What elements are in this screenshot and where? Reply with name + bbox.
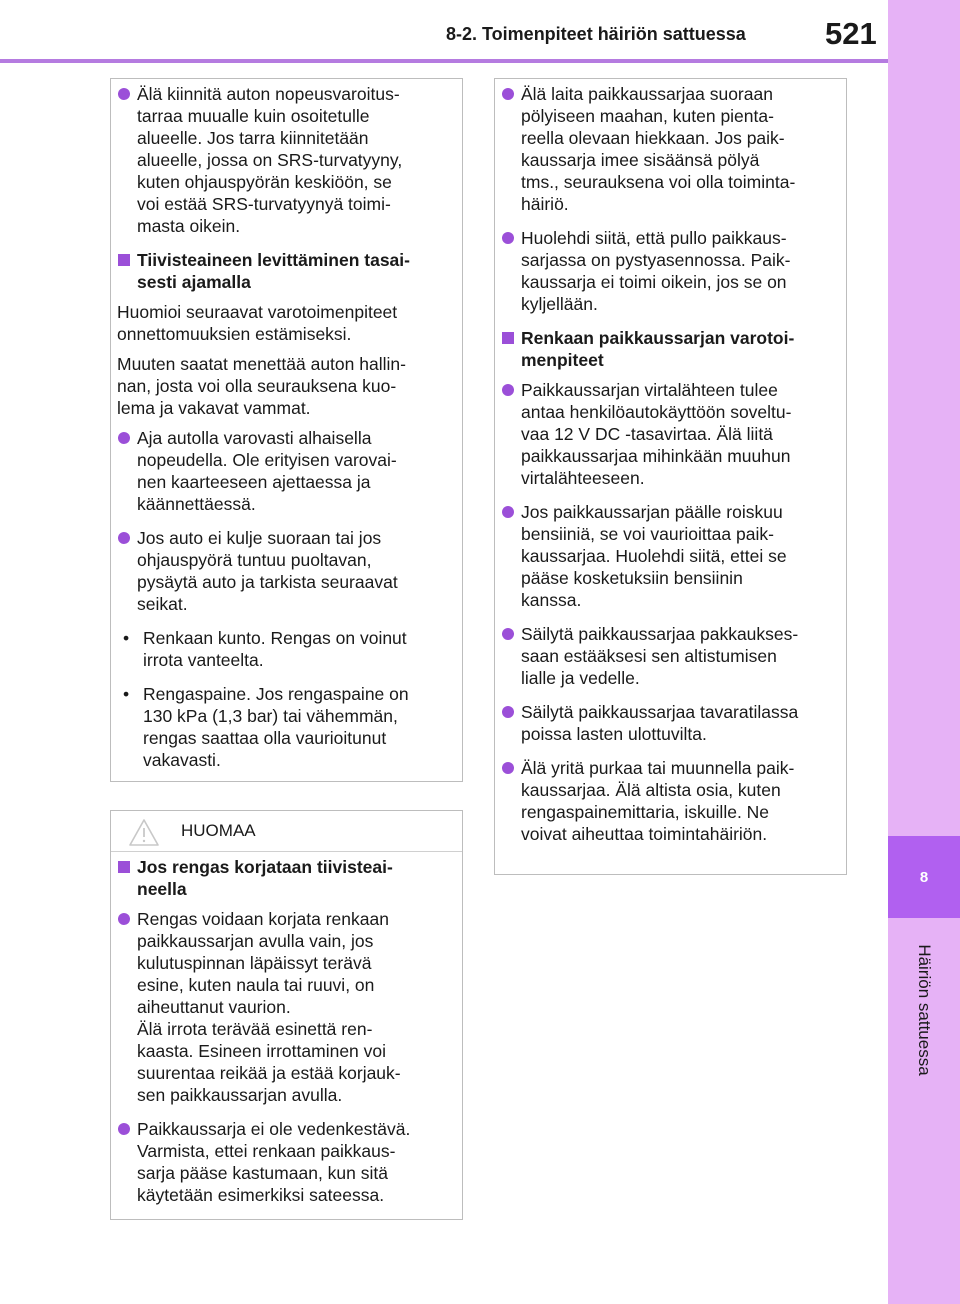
subheading (117, 249, 452, 293)
subheading-text: Renkaan paikkaussarjan varotoi- menpiteet (521, 328, 795, 370)
bullet-item (117, 527, 452, 615)
side-strip (888, 0, 960, 1304)
bullet-item (117, 1118, 452, 1206)
header-rule (0, 59, 888, 63)
bullet-icon (502, 88, 514, 100)
bullet-text: Paikkaussarja ei ole vedenkestävä. Varmista, ettei renkaan paikkaus- sarja pääse kastumaan, kun sitä käytetään esimerkiksi sateessa. (137, 1119, 411, 1205)
page-number: 521 (825, 16, 877, 51)
warning-box-right (494, 78, 847, 875)
bullet-icon (118, 913, 130, 925)
notice-label: HUOMAA (181, 821, 256, 840)
bullet-text: Jos auto ei kulje suoraan tai jos ohjauspyörä tuntuu puoltavan, pysäytä auto ja tarkista seuraavat seikat. (137, 528, 398, 614)
bullet-icon (118, 432, 130, 444)
bullet-text: Älä laita paikkaussarjaa suoraan pölyiseen maahan, kuten pienta- reella olevaan hiekkaan. Jos paik- kaussarja imee sisäänsä pölyä tms., seurauksena voi olla toiminta- häiriö. (521, 84, 796, 214)
section-title: 8-2. Toimenpiteet häiriön sattuessa (446, 24, 746, 44)
bullet-text: Säilytä paikkaussarjaa tavaratilassa poissa lasten ulottuvilta. (521, 702, 799, 744)
chapter-title: Häiriön sattuessa (915, 944, 934, 1076)
bullet-item (117, 427, 452, 515)
bullet-item (501, 701, 836, 745)
notice-header (111, 811, 462, 852)
subheading (501, 327, 836, 371)
bullet-text: Aja autolla varovasti alhaisella nopeudella. Ole erityisen varovai- nen kaarteeseen ajettaessa ja käännettäessä. (137, 428, 397, 514)
subheading-text: Tiivisteaineen levittäminen tasai- sesti ajamalla (137, 250, 410, 292)
bullet-item (501, 623, 836, 689)
chapter-tab (888, 836, 960, 918)
bullet-item (117, 83, 452, 237)
bullet-item (501, 501, 836, 611)
bullet-icon (502, 506, 514, 518)
subheading-text: Jos rengas korjataan tiivisteai- neella (137, 857, 393, 899)
subheading (117, 856, 452, 900)
bullet-text: Rengas voidaan korjata renkaan paikkaussarjan avulla vain, jos kulutuspinnan läpäissyt terävä esine, kuten naula tai ruuvi, on aiheuttanut vaurion. Älä irrota terävää esinettä ren- kaasta. Esineen irrottaminen voi suurentaa reikää ja estää korjauk- sen paikkaussarjan avulla. (137, 909, 401, 1105)
bullet-icon (502, 384, 514, 396)
chapter-number: 8 (919, 868, 929, 886)
dot-bullet-icon: • (123, 628, 130, 648)
warning-box-left (110, 78, 463, 782)
paragraph: Huomioi seuraavat varotoimenpiteet onnettomuuksien estämiseksi. (117, 302, 398, 344)
sub-bullet-text: Renkaan kunto. Rengas on voinut irrota vanteelta. (143, 628, 407, 670)
paragraph: Muuten saatat menettää auton hallin- nan, josta voi olla seurauksena kuo- lema ja vakavat vammat. (117, 354, 406, 418)
sub-bullet-item (117, 683, 452, 771)
square-bullet-icon (118, 861, 130, 873)
bullet-text: Säilytä paikkaussarjaa pakkaukses- saan estääksesi sen altistumisen lialle ja vedelle. (521, 624, 799, 688)
notice-box (110, 810, 463, 1220)
bullet-text: Huolehdi siitä, että pullo paikkaus- sarjassa on pystyasennossa. Paik- kaussarja ei toimi oikein, jos se on kyljellään. (521, 228, 791, 314)
sub-bullet-item (117, 627, 452, 671)
sub-bullet-text: Rengaspaine. Jos rengaspaine on 130 kPa (1,3 bar) tai vähemmän, rengas saattaa olla vaurioitunut vakavasti. (143, 684, 409, 770)
bullet-icon (502, 232, 514, 244)
bullet-text: Älä kiinnitä auton nopeusvaroitus- tarraa muualle kuin osoitetulle alueelle. Jos tarra kiinnitetään alueelle, jossa on SRS-turvatyyny, kuten ohjauspyörän keskiöön, se voi estää SRS-turvatyynyä toimi- masta oikein. (137, 84, 403, 236)
bullet-icon (118, 532, 130, 544)
bullet-item (117, 908, 452, 1106)
bullet-item (501, 227, 836, 315)
bullet-icon (502, 706, 514, 718)
bullet-text: Paikkaussarjan virtalähteen tulee antaa henkilöautokäyttöön soveltu- vaa 12 V DC -tasavirtaa. Älä liitä paikkaussarjaa mihinkään muuhun virtalähteeseen. (521, 380, 792, 488)
bullet-icon (118, 88, 130, 100)
bullet-icon (502, 762, 514, 774)
bullet-text: Älä yritä purkaa tai muunnella paik- kaussarjaa. Älä altista osia, kuten rengaspainemittaria, iskuille. Ne voivat aiheuttaa toimintahäiriön. (521, 758, 795, 844)
bullet-icon (502, 628, 514, 640)
bullet-item (501, 83, 836, 215)
warning-triangle-icon (128, 818, 160, 848)
square-bullet-icon (118, 254, 130, 266)
bullet-icon (118, 1123, 130, 1135)
dot-bullet-icon: • (123, 684, 130, 704)
square-bullet-icon (502, 332, 514, 344)
bullet-item (501, 757, 836, 845)
bullet-text: Jos paikkaussarjan päälle roiskuu bensiiniä, se voi vaurioittaa paik- kaussarjaa. Huolehdi siitä, ettei se pääse kosketuksiin bensiinin kanssa. (521, 502, 787, 610)
bullet-item (501, 379, 836, 489)
